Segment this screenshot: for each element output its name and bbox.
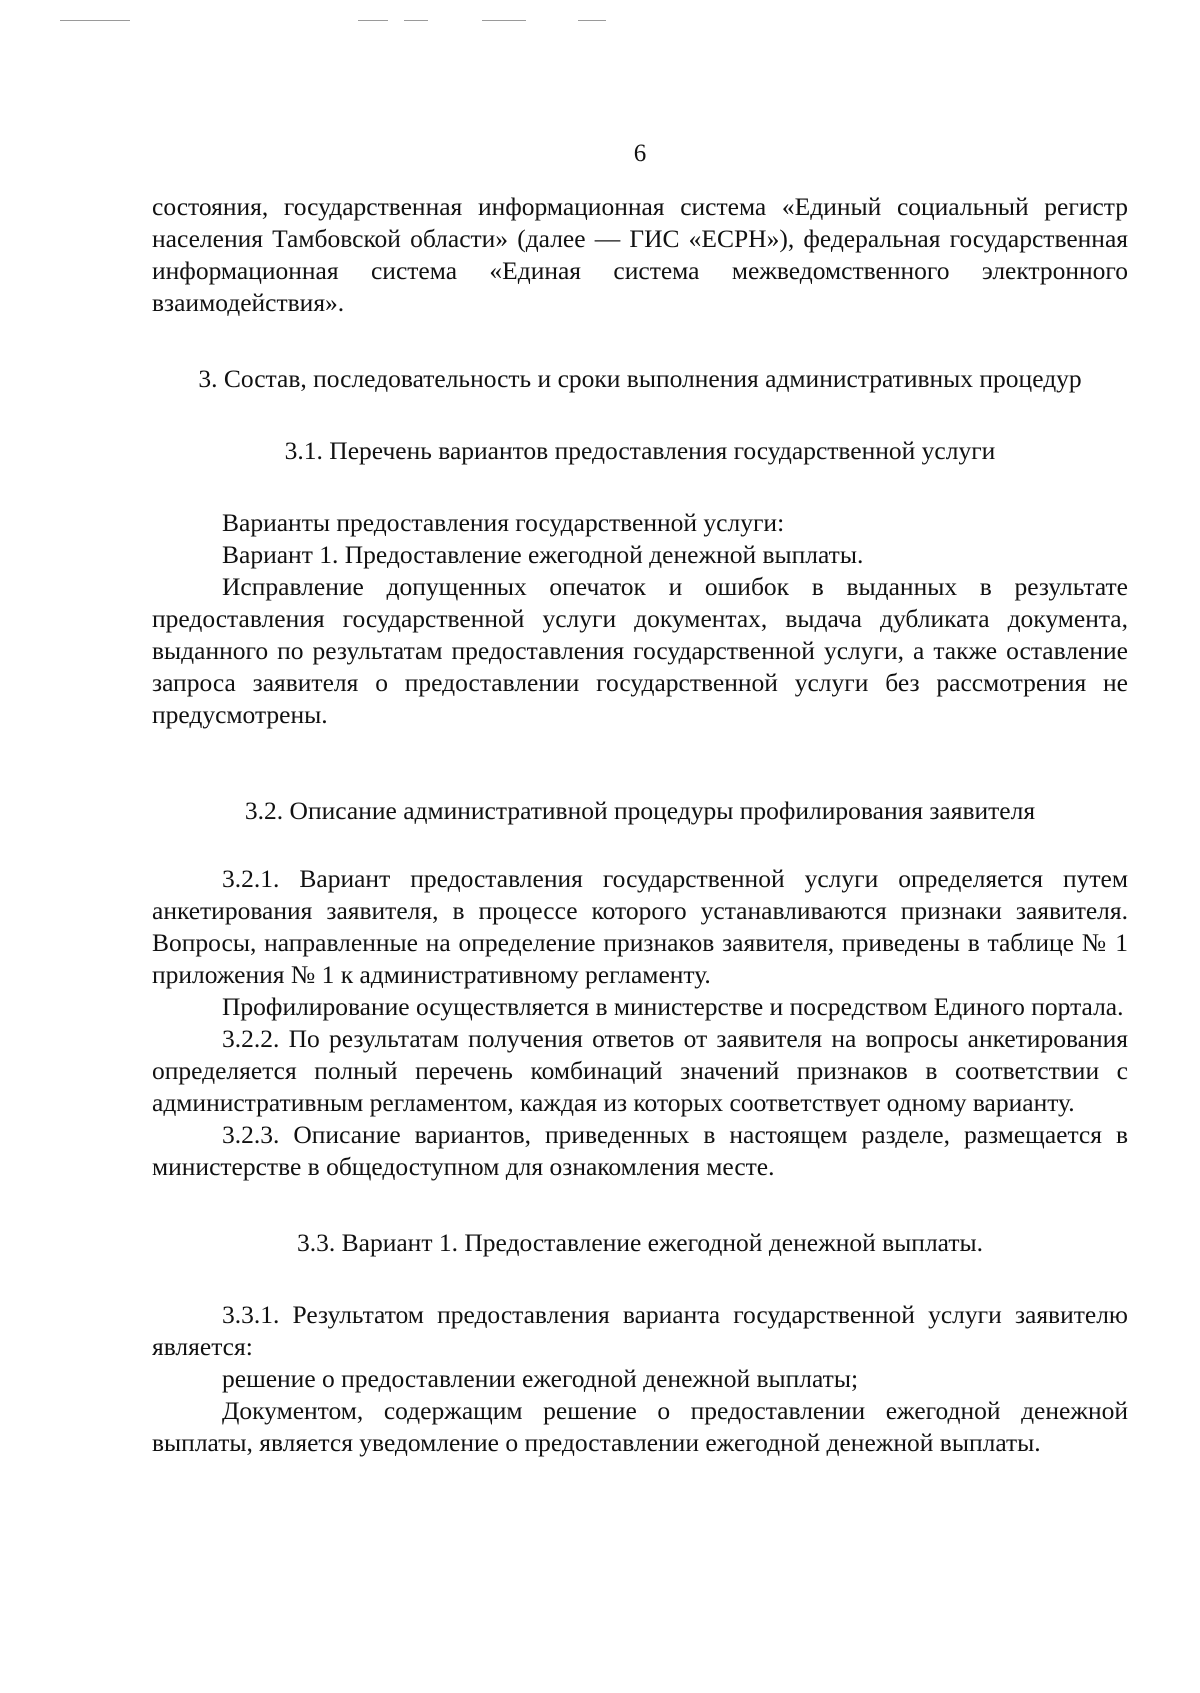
section-3-3-heading: 3.3. Вариант 1. Предоставление ежегодной денежной выплаты. — [297, 1228, 983, 1257]
section-3-3-paragraph: 3.3.1. Результатом предоставления варианта государственной услуги заявителю является: — [152, 1300, 1128, 1361]
section-3-2-heading: 3.2. Описание административной процедуры профилирования заявителя — [244, 796, 1036, 825]
section-3-3-paragraph: Документом, содержащим решение о предоставлении ежегодной денежной выплаты, является уведомление о предоставлении ежегодной денежной выплаты. — [152, 1396, 1128, 1457]
scan-artifacts — [0, 20, 1200, 24]
section-3-1-heading: 3.1. Перечень вариантов предоставления государственной услуги — [284, 436, 996, 465]
intro-paragraph: состояния, государственная информационная система «Единый социальный регистр населения Тамбовской области» (далее — ГИС «ЕСРН»), федеральная государственная информационная система «Единая система межведомственного электронного взаимодействия». — [152, 192, 1128, 317]
section-3-3-paragraph: решение о предоставлении ежегодной денежной выплаты; — [222, 1364, 859, 1393]
page-number: 6 — [633, 140, 647, 167]
section-3-heading: 3. Состав, последовательность и сроки выполнения административных процедур — [198, 364, 1082, 393]
section-3-2-paragraph: 3.2.3. Описание вариантов, приведенных в настоящем разделе, размещается в министерстве в общедоступном для ознакомления месте. — [152, 1120, 1128, 1181]
section-3-1-paragraph: Вариант 1. Предоставление ежегодной денежной выплаты. — [222, 540, 864, 569]
document-body — [152, 191, 1128, 1459]
section-3-1-paragraph: Варианты предоставления государственной услуги: — [222, 508, 785, 537]
section-3-2-paragraph: 3.2.1. Вариант предоставления государственной услуги определяется путем анкетирования заявителя, в процессе которого устанавливаются признаки заявителя. Вопросы, направленные на определение признаков заявителя, приведены в таблице № 1 приложения № 1 к административному регламенту. — [152, 864, 1128, 989]
section-3-2-paragraph: Профилирование осуществляется в министерстве и посредством Единого портала. — [222, 992, 1124, 1021]
section-3-2-paragraph: 3.2.2. По результатам получения ответов от заявителя на вопросы анкетирования определяется полный перечень комбинаций значений признаков в соответствии с административным регламентом, каждая из которых соответствует одному варианту. — [152, 1024, 1128, 1117]
section-3-1-paragraph: Исправление допущенных опечаток и ошибок в выданных в результате предоставления государственной услуги документах, выдача дубликата документа, выданного по результатам предоставления государственной услуги, а также оставление запроса заявителя о предоставлении государственной услуги без рассмотрения не предусмотрены. — [152, 572, 1128, 729]
